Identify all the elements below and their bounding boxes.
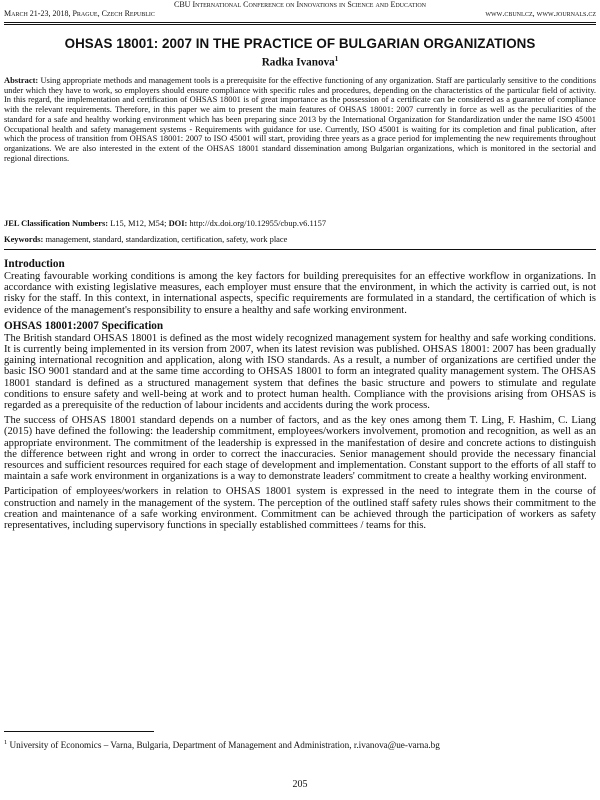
author-footnote-mark: 1 [334, 55, 339, 63]
jel-line [4, 218, 596, 228]
jel-codes: L15, M12, M54; [110, 218, 167, 228]
section-heading-introduction: Introduction [4, 258, 65, 270]
footnote [4, 737, 596, 751]
section-heading-specification: OHSAS 18001:2007 Specification [4, 319, 164, 332]
header-rule [4, 22, 596, 23]
footnote-rule [4, 731, 154, 732]
paragraph: Creating favourable working conditions is among the key factors for building prerequisites for an effective workflow in organizations. In accordance with existing legislative measures, each employer must ensure that the environment, in which the activity is carried out, is not risky for the staff. In this context, in international aspects, specific requirements are formulated in a standard, the certification of which is evidence of the management's responsibility to ensure a healthy and safe working environment. [4, 271, 596, 316]
running-header [4, 0, 596, 22]
author-name: Radka Ivanova [261, 56, 335, 69]
jel-label: JEL Classification Numbers: [4, 218, 109, 228]
doi-link[interactable]: http://dx.doi.org/10.12955/cbup.v6.1157 [189, 218, 327, 228]
paragraph: The success of OHSAS 18001 standard depends on a number of factors, and as the key ones among them T. Ling, F. Hashim, C. Liang (2015) have defined the following: the leadership commitment, employees/workers involvement, promotion and recognition, as well as an appropriate environment. The commitment of the leadership is expressed in the manifestation of desire and concrete actions to distinguish the difference between right and wrong in order to correct the inaccuracies. Senior management should provide the necessary financial resources and sufficient resources required for each stage of development and implementation. Constant support to the efforts of all staff to maintain a safe work environment in organizations is a way to demonstrate leaders' commitment to create a healthy working environment. [4, 415, 596, 483]
keywords-text: management, standard, standardization, certification, safety, work place [45, 234, 288, 244]
paper-title: OHSAS 18001: 2007 IN THE PRACTICE OF BULGARIAN ORGANIZATIONS [64, 36, 536, 51]
page-number: 205 [292, 779, 308, 790]
keywords-label: Keywords: [4, 234, 44, 244]
paragraph: The British standard OHSAS 18001 is defined as the most widely recognized management system for healthy and safe working conditions. It is currently being implemented in its version from 2007, when its latest revision was published. OHSAS 18001: 2007 has been gradually gaining international recognition and application, along with ISO standards. As a result, a number of organizations are certified under the basic ISO 9001 standard and at the same time according to OHSAS 18001 to form an integrated quality management system. The OHSAS 18001 standard is defined as a structured management system that defines the basic structure and powers to stimulate and regulate conditions to ensure safety and well-being at work and to protect human health. Compliance with the provisions arising from OHSAS is regarded as a prerequisite of the reduction of labour incidents and accidents during the work process. [4, 332, 596, 412]
footnote-text: University of Economics – Varna, Bulgaria, Department of Management and Administration, r.ivanova@ue-varna.bg [9, 740, 440, 751]
paragraph: Participation of employees/workers in relation to OHSAS 18001 system is expressed in the need to integrate them in the course of construction and namely in the management of the system. The perception of the outlined staff safety rules shows their commitment to the creation and maintenance of a safe working environment. Commitment can be achieved through the participation of workers as safety representatives, including supervisory functions in specially established committees / teams for this. [4, 486, 596, 532]
paper-body [4, 258, 596, 531]
abstract-text: Using appropriate methods and management tools is a prerequisite for the effective functioning of any organization. Staff are particularly sensitive to the conditions under which they have to work, so employers should ensure compliance with specific rules and procedures, depending on the characteristics of the particular field of activity. In this regard, the implementation and certification of OHSAS 18001 is of great importance as the possession of a certificate can be considered as a guarantee of compliance with the relevant requirements. Therefore, in this paper we aim to present the main features of OHSAS 18001: 2007 currently in force as well as the peculiarities of the standard for a safe and healthy working environment which has been preparing since 2013 by the International Organization for Standardization under the name ISO 45001 Occupational health and safety management systems - Requirements with guidance for use. Currently, ISO 45001 is waiting for its completion and final publication, after which the process of transition from OHSAS 18001: 2007 to ISO 45001 will start, providing three years as a grace period for implementing the new requirements throughout organizations. We are also interested in the extent of the OHSAS 18001 standard dissemination among Bulgarian organizations, which is monitored in the sectorial and regional directions. [4, 75, 596, 163]
conference-website[interactable]: www.cbuni.cz, www.journals.cz [485, 9, 596, 18]
keywords-line [4, 234, 596, 244]
header-rule-thin [4, 24, 596, 25]
footnote-mark: 1 [4, 739, 8, 746]
doi-label: DOI: [168, 218, 188, 228]
section-rule [4, 249, 596, 250]
abstract-label: Abstract: [4, 75, 39, 85]
author-line [4, 55, 596, 69]
conference-date-place: March 21-23, 2018, Prague, Czech Republic [4, 9, 155, 18]
abstract [4, 76, 596, 163]
conference-name: CBU International Conference on Innovations in Science and Education [174, 0, 426, 9]
